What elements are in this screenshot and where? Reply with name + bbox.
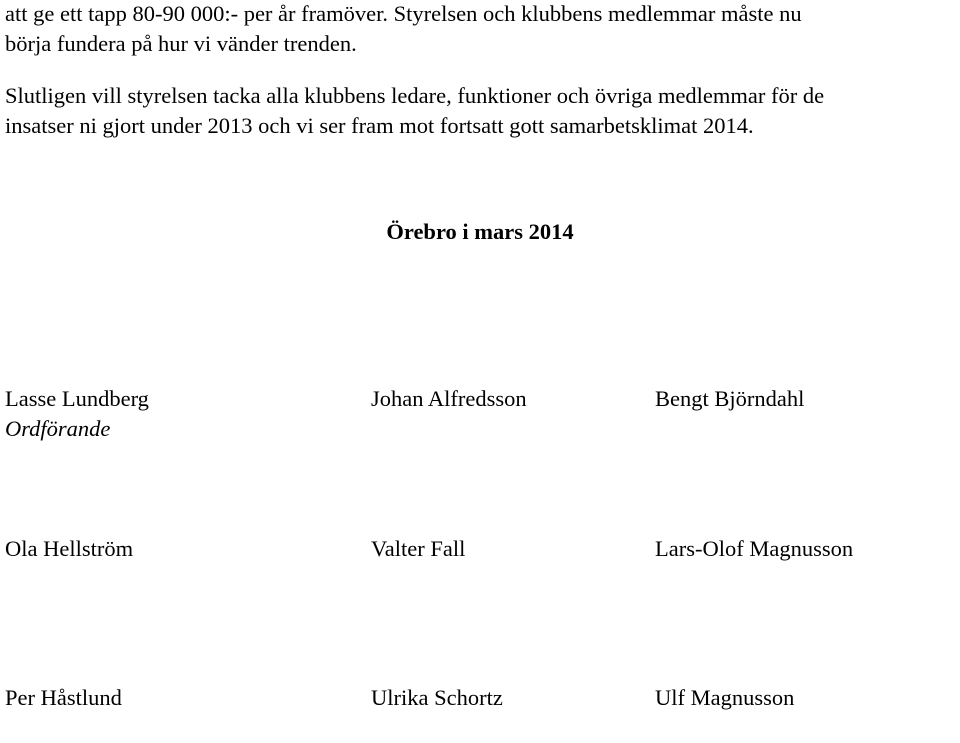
place-date-line: Örebro i mars 2014: [386, 219, 574, 244]
signatory-name: Valter Fall: [371, 536, 466, 561]
paragraph-line: börja fundera på hur vi vänder trenden.: [5, 31, 357, 56]
signatory: [371, 683, 503, 713]
body-paragraph: [5, 0, 802, 59]
signatory-role: Ordförande: [5, 416, 111, 441]
signatory-name: Lars-Olof Magnusson: [655, 536, 854, 561]
signatory-name: Bengt Björndahl: [655, 386, 805, 411]
paragraph-line: insatser ni gjort under 2013 och vi ser fram mot fortsatt gott samarbetsklimat 2014.: [5, 113, 754, 138]
signature-row: [5, 534, 955, 594]
signatory: [655, 534, 853, 564]
signatory: [371, 384, 527, 414]
signatory: [371, 534, 465, 564]
signatory: [5, 683, 122, 713]
signatory-name: Lasse Lundberg: [5, 386, 149, 411]
signatory: [655, 683, 794, 713]
body-paragraph: [5, 81, 824, 141]
paragraph-line: att ge ett tapp 80-90 000:- per år framöver. Styrelsen och klubbens medlemmar måste nu: [5, 1, 802, 26]
signatory-name: Johan Alfredsson: [371, 386, 527, 411]
signatory-name: Per Håstlund: [5, 685, 122, 710]
signatory-name: Ola Hellström: [5, 536, 134, 561]
signatory: [655, 384, 804, 414]
signatory-name: Ulrika Schortz: [371, 685, 503, 710]
signatory: [5, 534, 133, 564]
paragraph-line: Slutligen vill styrelsen tacka alla klubbens ledare, funktioner och övriga medlemmar för de: [5, 83, 825, 108]
signatory: [5, 384, 149, 444]
signatory-name: Ulf Magnusson: [655, 685, 795, 710]
document-page: [5, 0, 955, 717]
signature-row: [5, 683, 955, 743]
signature-row: [5, 384, 955, 444]
